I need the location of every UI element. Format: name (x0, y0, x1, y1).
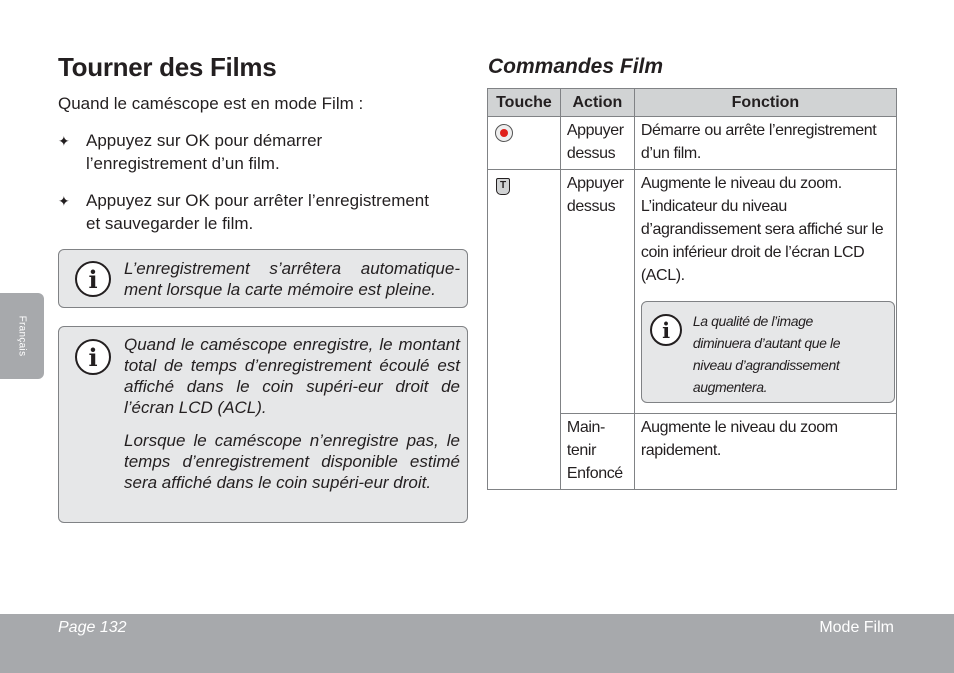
page-number: Page 132 (58, 619, 127, 636)
bullet-item (58, 129, 438, 175)
table-row (488, 117, 897, 170)
bullet-text: Appuyez sur OK pour arrêter l’enregistrement et sauvegarder le film. (86, 191, 429, 233)
info-icon: i (650, 314, 682, 346)
action-cell: Main-tenir Enfoncé (560, 414, 634, 490)
bullet-star-icon: ✦ (58, 193, 70, 209)
table-row (488, 170, 897, 414)
bullet-item (58, 189, 438, 235)
header-fonction: Fonction (634, 89, 896, 117)
note-text: L’enregistrement s’arrêtera automatique-ment lorsque la carte mémoire est pleine. (124, 259, 460, 299)
commands-table (487, 88, 897, 490)
note-text: Lorsque le caméscope n’enregistre pas, le temps d’enregistrement disponible estimé sera affiché dans le coin supéri-eur droit. (124, 431, 460, 492)
action-cell: Appuyer dessus (560, 117, 634, 170)
function-cell: Augmente le niveau du zoom rapidement. (634, 414, 896, 490)
key-cell (488, 170, 561, 490)
action-cell: Appuyer dessus (560, 170, 634, 414)
info-icon: i (75, 261, 111, 297)
header-action: Action (560, 89, 634, 117)
note-box (58, 326, 468, 523)
key-cell (488, 117, 561, 170)
intro-text: Quand le caméscope est en mode Film : (58, 94, 364, 113)
function-text: Augmente le niveau du zoom. L’indicateur du niveau d’agrandissement sera affiché sur le coin inférieur droit de l’écran LCD (ACL). (640, 175, 884, 284)
note-box (58, 249, 468, 308)
inner-note-text: La qualité de l’image diminuera d’autant que le niveau d’agrandissement augmentera. (692, 313, 841, 395)
section-title: Commandes Film (488, 55, 664, 78)
header-touche: Touche (488, 89, 561, 117)
bullet-star-icon: ✦ (58, 133, 70, 149)
function-cell (634, 170, 896, 414)
function-cell: Démarre ou arrête l’enregistrement d’un film. (634, 117, 896, 170)
page-footer (0, 614, 954, 673)
section-name: Mode Film (819, 619, 894, 636)
record-button-icon (495, 124, 513, 142)
page-title: Tourner des Films (58, 52, 277, 82)
language-tab (0, 293, 44, 379)
zoom-tele-button-icon: T (496, 178, 510, 195)
info-icon: i (75, 339, 111, 375)
bullet-text: Appuyez sur OK pour démarrer l’enregistrement d’un film. (86, 131, 323, 173)
inner-note-box (641, 301, 895, 403)
note-text: Quand le caméscope enregistre, le montant total de temps d’enregistrement écoulé est affiché dans le coin supéri-eur droit de l’écran LCD (ACL). (124, 335, 460, 417)
table-header-row (488, 89, 897, 117)
language-tab-label: Français (16, 315, 28, 357)
